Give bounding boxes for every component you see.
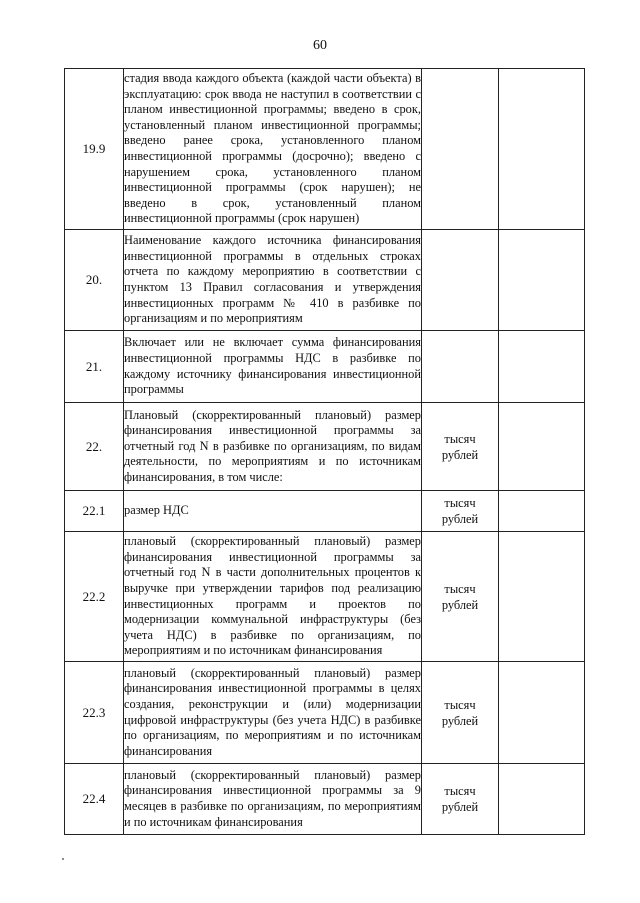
table-row [65, 331, 585, 403]
row-value-cell [499, 331, 585, 403]
table-row [65, 403, 585, 491]
row-number: 22.3 [65, 662, 124, 764]
row-description: плановый (скорректированный плановый) размер финансирования инвестиционной программы за отчетный год N в части дополнительных процентов к выручке при утверждении тарифов под реализацию инвестиционных программ и проектов по модернизации коммунальной инфраструктуры (без учета НДС) в разбивке по организациям, по мероприятиям и по источникам финансирования [124, 532, 422, 662]
unit-line-2: рублей [441, 800, 479, 814]
row-value-cell [499, 491, 585, 532]
row-description: плановый (скорректированный плановый) размер финансирования инвестиционной программы за 9 месяцев в разбивке по организациям, по мероприятиям и по источникам финансирования [124, 764, 422, 835]
unit-line-1: тысяч [444, 697, 476, 712]
row-unit [422, 532, 499, 662]
row-description: Плановый (скорректированный плановый) размер финансирования инвестиционной программы за отчетный год N в разбивке по организациям, по видам деятельности, по мероприятиям и по источникам финансирования, в том числе: [124, 403, 422, 491]
row-value-cell [499, 230, 585, 331]
unit-line-1: тысяч [444, 581, 476, 596]
unit-line-1: тысяч [444, 784, 476, 798]
table-row [65, 764, 585, 835]
row-number: 20. [65, 230, 124, 331]
unit-line-2: рублей [441, 597, 479, 612]
row-description: плановый (скорректированный плановый) размер финансирования инвестиционной программы в целях создания, реконструкции и (или) модернизации цифровой инфраструктуры (без учета НДС) в разбивке по организациям, по мероприятиям и по источникам финансирования [124, 662, 422, 764]
page-number: 60 [313, 38, 327, 53]
row-number: 22. [65, 403, 124, 491]
row-value-cell [499, 532, 585, 662]
row-unit [422, 69, 499, 230]
table-row [65, 69, 585, 230]
row-description: Включает или не включает сумма финансирования инвестиционной программы НДС в разбивке по каждому источнику финансирования инвестиционной программы [124, 331, 422, 403]
table-row [65, 662, 585, 764]
row-description: Наименование каждого источника финансирования инвестиционной программы в отдельных строках отчета по каждому мероприятию в соответствии с пунктом 13 Правил согласования и утверждения инвестиционных программ № 410 в разбивке по организациям и по мероприятиям [124, 230, 422, 331]
row-description: размер НДС [124, 491, 422, 532]
row-number: 22.4 [65, 764, 124, 835]
row-unit [422, 403, 499, 491]
requirements-table [64, 68, 585, 835]
row-unit [422, 662, 499, 764]
row-number: 19.9 [65, 69, 124, 230]
row-value-cell [499, 764, 585, 835]
table-row [65, 532, 585, 662]
row-value-cell [499, 662, 585, 764]
unit-line-2: рублей [441, 512, 479, 526]
unit-line-1: тысяч [444, 496, 476, 510]
unit-line-2: рублей [441, 713, 479, 728]
table-row [65, 491, 585, 532]
scan-speck [62, 858, 64, 860]
row-value-cell [499, 69, 585, 230]
row-unit [422, 331, 499, 403]
table-row [65, 230, 585, 331]
unit-line-1: тысяч [444, 431, 476, 446]
row-number: 22.2 [65, 532, 124, 662]
row-number: 21. [65, 331, 124, 403]
row-value-cell [499, 403, 585, 491]
row-number: 22.1 [65, 491, 124, 532]
row-unit [422, 764, 499, 835]
row-unit [422, 491, 499, 532]
unit-line-2: рублей [441, 447, 479, 462]
row-description: стадия ввода каждого объекта (каждой части объекта) в эксплуатацию: срок ввода не наступил в соответствии с планом инвестиционной программы; введено в срок, установленный планом инвестиционной программы; введено ранее срока, установленного планом инвестиционной программы (досрочно); введено с нарушением срока, установленного планом инвестиционной программы (срок нарушен); не введено в срок, установленный планом инвестиционной программы (срок нарушен) [124, 69, 422, 230]
row-unit [422, 230, 499, 331]
